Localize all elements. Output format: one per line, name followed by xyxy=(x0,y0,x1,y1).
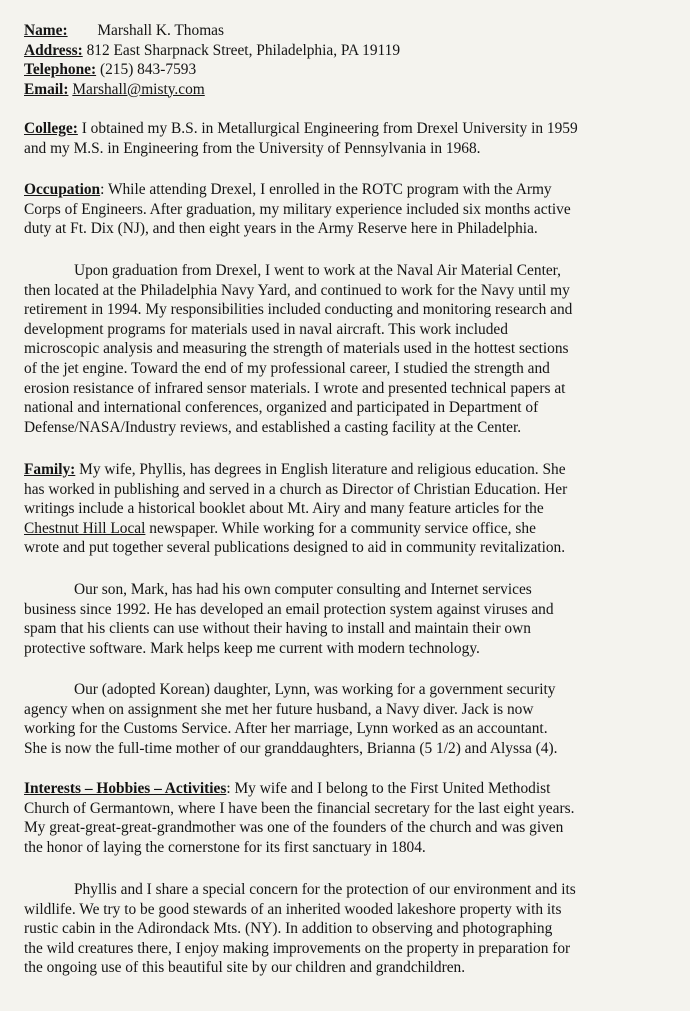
text-line: business since 1992. He has developed an email protection system against viruses and xyxy=(24,600,554,618)
contact-header xyxy=(24,21,400,99)
college-paragraph xyxy=(24,119,654,158)
text-line: retirement in 1994. My responsibilities included conducting and monitoring research and xyxy=(24,301,573,319)
email-line xyxy=(24,80,400,100)
text-line: wrote and put together several publications designed to aid in community revitalization. xyxy=(24,539,566,557)
occupation-label: Occupation xyxy=(24,181,101,198)
college-label: College: xyxy=(24,120,78,137)
text-line: microscopic analysis and measuring the strength of materials used in the hottest sections xyxy=(24,340,569,358)
text-line: the wild creatures there, I enjoy making improvements on the property in preparation for xyxy=(24,939,571,957)
occupation-paragraph-2 xyxy=(24,261,654,437)
text-line: erosion resistance of infrared sensor materials. I wrote and presented technical papers at xyxy=(24,379,566,397)
telephone-value: (215) 843-7593 xyxy=(99,61,197,78)
address-value: 812 East Sharpnack Street, Philadelphia, PA 19119 xyxy=(86,41,401,59)
newspaper-title: Chestnut Hill Local xyxy=(24,519,146,537)
telephone-label: Telephone: xyxy=(24,61,97,78)
text-line: Our son, Mark, has had his own computer consulting and Internet services xyxy=(74,581,532,598)
text-line: of the jet engine. Toward the end of my professional career, I studied the strength and xyxy=(24,359,550,377)
family-paragraph xyxy=(24,460,654,558)
text-line: newspaper. While working for a community service office, she xyxy=(145,519,536,537)
text-line: rustic cabin in the Adirondack Mts. (NY). In addition to observing and photographing xyxy=(24,920,553,938)
interests-label: Interests – Hobbies – Activities xyxy=(24,780,227,797)
text-line: working for the Customs Service. After her marriage, Lynn worked as an accountant. xyxy=(24,720,548,738)
text-line: the honor of laying the cornerstone for its first sanctuary in 1804. xyxy=(24,838,426,856)
interests-paragraph xyxy=(24,779,654,857)
text-line: Defense/NASA/Industry reviews, and established a casting facility at the Center. xyxy=(24,418,522,436)
family-paragraph-2 xyxy=(24,580,654,658)
email-value[interactable]: Marshall@misty.com xyxy=(72,80,205,98)
text-line: development programs for materials used in naval aircraft. This work included xyxy=(24,320,508,338)
text-line: wildlife. We try to be good stewards of an inherited wooded lakeshore property with its xyxy=(24,900,562,918)
text-line: : My wife and I belong to the First United Methodist xyxy=(226,780,551,797)
address-label: Address: xyxy=(24,41,83,59)
text-line: Upon graduation from Drexel, I went to work at the Naval Air Material Center, xyxy=(74,262,562,279)
name-label: Name: xyxy=(24,22,68,39)
text-line: protective software. Mark helps keep me current with modern technology. xyxy=(24,639,480,657)
text-line: My wife, Phyllis, has degrees in English literature and religious education. She xyxy=(75,461,566,478)
text-line: She is now the full-time mother of our granddaughters, Brianna (5 1/2) and Alyssa (4). xyxy=(24,739,558,757)
telephone-line xyxy=(24,60,400,80)
text-line: the ongoing use of this beautiful site by our children and grandchildren. xyxy=(24,959,466,977)
family-paragraph-3 xyxy=(24,680,654,758)
text-line: national and international conferences, organized and participated in Department of xyxy=(24,399,539,417)
text-line: duty at Ft. Dix (NJ), and then eight years in the Army Reserve here in Philadelphia. xyxy=(24,220,538,238)
text-line: agency when on assignment she met her future husband, a Navy diver. Jack is now xyxy=(24,700,534,718)
name-line xyxy=(24,21,400,41)
text-line: Our (adopted Korean) daughter, Lynn, was working for a government security xyxy=(74,681,556,698)
text-line: writings include a historical booklet about Mt. Airy and many feature articles for the xyxy=(24,500,544,518)
text-line: Phyllis and I share a special concern for the protection of our environment and its xyxy=(74,881,576,898)
occupation-paragraph xyxy=(24,180,654,239)
text-line: My great-great-great-grandmother was one of the founders of the church and was given xyxy=(24,819,564,837)
text-line: spam that his clients can use without their having to install and maintain their own xyxy=(24,620,531,638)
text-line: and my M.S. in Engineering from the University of Pennsylvania in 1968. xyxy=(24,139,481,157)
text-line: : While attending Drexel, I enrolled in the ROTC program with the Army xyxy=(100,181,552,198)
address-line xyxy=(24,41,400,61)
email-label: Email: xyxy=(24,80,69,98)
text-line: Church of Germantown, where I have been the financial secretary for the last eight years. xyxy=(24,799,575,817)
text-line: then located at the Philadelphia Navy Yard, and continued to work for the Navy until my xyxy=(24,281,570,299)
text-line: Corps of Engineers. After graduation, my military experience included six months active xyxy=(24,200,571,218)
interests-paragraph-2 xyxy=(24,880,654,978)
family-label: Family: xyxy=(24,461,76,478)
name-value: Marshall K. Thomas xyxy=(97,22,224,39)
text-line: I obtained my B.S. in Metallurgical Engineering from Drexel University in 1959 xyxy=(77,120,578,137)
text-line: has worked in publishing and served in a church as Director of Christian Education. Her xyxy=(24,480,568,498)
